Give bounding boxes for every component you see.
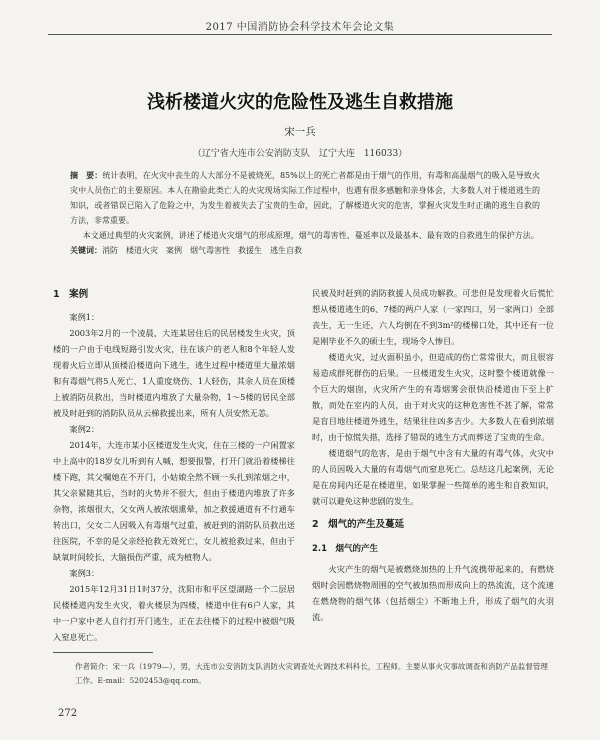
page-number: 272 — [58, 708, 78, 719]
paper-author: 宋一兵 — [284, 126, 316, 138]
abstract-label: 摘 要： — [70, 171, 103, 180]
subsection-heading-smoke-generation: 2.1 烟气的产生 — [312, 544, 379, 554]
section-heading-cases: 1 案例 — [53, 289, 89, 300]
keywords-line — [70, 243, 540, 258]
author-footnote: 作者简介：宋一兵（1979—），男，大连市公安消防支队消防火灾调查处火调技术科科长，工程师。主要从事火灾事故调查和消防产品监督管理工作。E-mail：5202453@qq.com。 — [75, 662, 548, 685]
case1-label: 案例1： — [69, 312, 100, 322]
keywords-label: 关键词： — [70, 246, 102, 255]
header-rule — [48, 34, 552, 35]
right-intro-text: 民被及时赶到的消防救援人员成功解救。可悲但是发现着火后慌忙想从楼道逃生的6、7楼的两户人家（一家四口，另一家两口）全部丧生，无一生还，六人均倒在不到3m²的楼梯口处，其中还有一位是刚毕业不久的硕士生，现场令人惨目。 — [312, 288, 554, 346]
case3-text: 2015年12月31日1时37分，沈阳市和平区望湖路一个二层居民楼楼道内发生火灾，着火楼层为四楼，楼道中住有6户人家，其中一户家中老人自行打开门逃生，正在去往楼下的过程中被烟气吸入窒息死亡。 — [53, 584, 295, 642]
right-paragraph-2: 楼道烟气的危害，是由于烟气中含有大量的有毒气体，火灾中的人员因吸入大量的有毒烟气而窒息死亡。总结这几起案例，无论是在房间内还是在楼道里，如果掌握一些简单的逃生和自救知识，就可以避免这种悲剧的发生。 — [312, 448, 554, 506]
section-heading-smoke: 2 烟气的产生及蔓延 — [312, 519, 405, 530]
abstract-paragraph-2: 本文通过典型的火灾案例，讲述了楼道火灾烟气的形成原理，烟气的毒害性、蔓延率以及最基本、最有效的自救逃生的保护方法。 — [82, 231, 539, 240]
case2-label: 案例2： — [69, 424, 100, 434]
keywords-text: 消防 楼道火灾 案例 烟气毒害性 救援生 逃生自救 — [102, 246, 302, 255]
footnote-rule — [53, 652, 153, 653]
paper-affiliation: （辽宁省大连市公安消防支队 辽宁大连 116033） — [192, 149, 408, 159]
case1-text: 2003年2月的一个凌晨，大连某居住后的民居楼发生火灾，顶楼的一户由于电线短路引发火灾，往在该户的老人和8个年轻人发现着火后立即从顶楼沿楼道向下逃生，逃生过程中楼道里大量浓烟和有毒烟气将5人死亡、1人重度烧伤、1人轻伤，其余人员在顶楼上被消防员救出，当时楼道内堆放了大量杂物，1～5楼的居民全部被及时赶到的消防队员从云梯救援出来，所有人员安然无恙。 — [53, 328, 295, 418]
right-paragraph-3: 火灾产生的烟气是被燃烧加热的上升气流携带起来的，有燃烧烟时会因燃烧物周围的空气被加热而形成向上的热流流，这个流速在燃烧物的烟气体（包括烟尘）不断地上升，形成了烟气的火羽流。 — [312, 564, 554, 622]
abstract-paragraph — [70, 168, 540, 228]
right-column — [312, 285, 554, 625]
case3-label: 案例3： — [69, 568, 100, 578]
case2-text: 2014年，大连市某小区楼道发生火灾，住在三楼的一户闲置家中上高中的18岁女儿听到有人喊，想要报警，打开门就沿着楼梯往楼下跑，其父嘱她在不开门，小姑娘全然不顾一头扎到浓烟之中，其父亲紧随其后，当时的火势并不很大，但由于楼道内堆放了许多杂物，浓烟很大，父女两人被浓烟熏晕，加之救援通道有不行通车转出口，父女二人因吸入有毒烟气过重，被赶到的消防队员救出送往医院，不幸的是父亲经抢救无效死亡，女儿被抢救过来，但由于缺氧时间较长，大脑损伤严重，成为植物人。 — [53, 440, 295, 562]
paper-title: 浅析楼道火灾的危险性及逃生自救措施 — [147, 92, 453, 113]
running-header: 2017 中国消防协会科学技术年会论文集 — [205, 22, 395, 33]
abstract-block — [70, 168, 540, 258]
right-paragraph-1: 楼道火灾，过火面积虽小，但造成的伤亡常常很大，而且很容易造成群死群伤的后果。一旦楼道发生火灾，这时整个楼道就像一个巨大的烟囱，火灾所产生的有毒烟雾会很快沿楼道由下至上扩散，而处在室内的人员，由于对火灾的这种危害性不甚了解，常常是盲目地往楼道外逃生，结果往往凶多吉少。大多数人在看到浓烟时，由于惊慌失措，选择了错误的逃生方式而葬送了宝贵的生命。 — [312, 352, 554, 442]
abstract-text: 统计表明，在火灾中丧生的人大部分不是被烧死，85%以上的死亡者都是由于烟气的作用，有毒和高温烟气的吸入是导致火灾中人员伤亡的主要原因。本人在勘验此类亡人的火灾现场实际工作过程中，也遇有很多感触和亲身体会，大多数人对于楼道逃生的知识，或者错误已陷入了危险之中，为发生着被失去了宝贵的生命，因此，了解楼道火灾的危害，掌握火灾发生时正确的逃生自救的方法，非常重要。 — [70, 171, 541, 225]
left-column — [53, 285, 295, 645]
